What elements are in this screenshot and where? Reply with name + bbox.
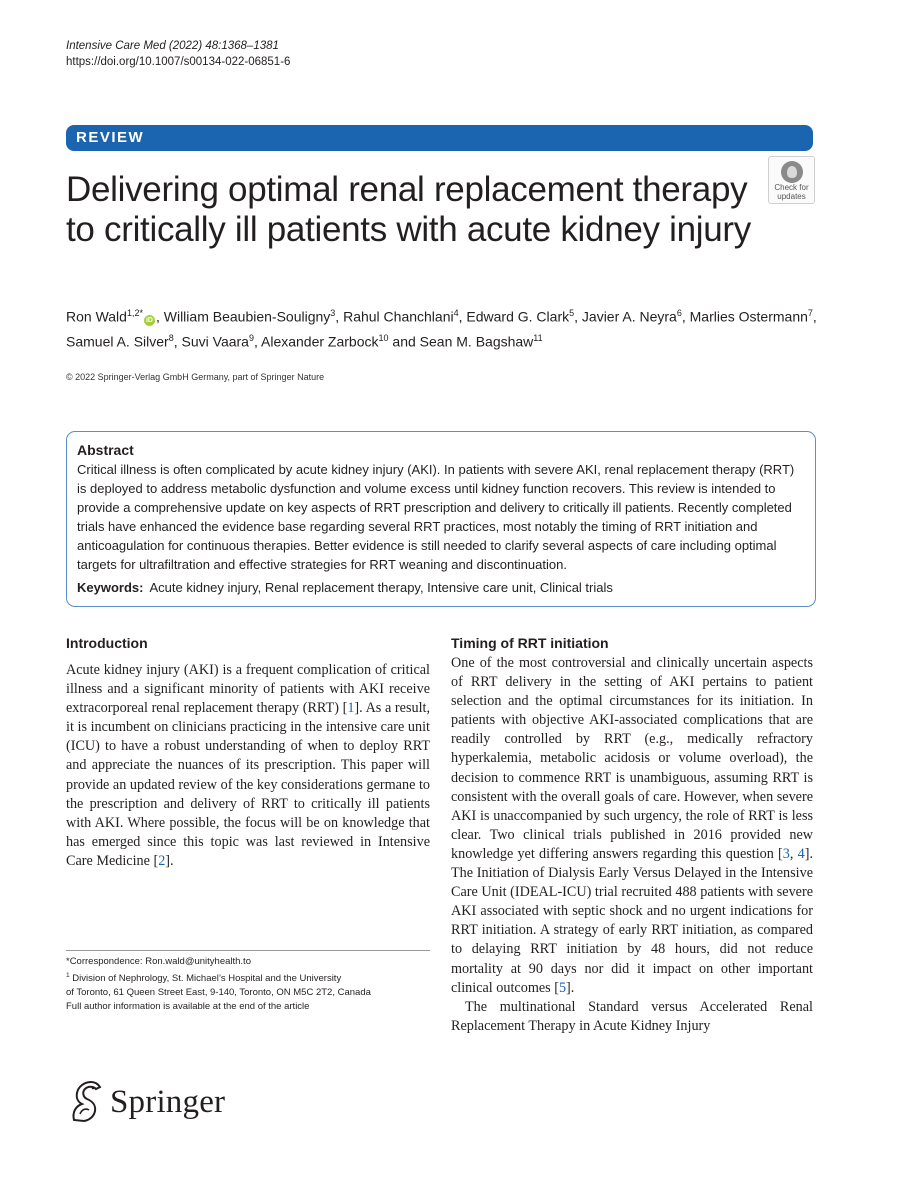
author-info-note: Full author information is available at the end of the article — [66, 1001, 310, 1013]
author-name[interactable]: Edward G. Clark — [466, 308, 570, 325]
author-name[interactable]: Sean M. Bagshaw — [419, 333, 534, 350]
correspondence-footnote — [66, 950, 430, 1014]
keywords — [77, 578, 807, 597]
author-name[interactable]: William Beaubien-Souligny — [163, 308, 331, 325]
check-updates-icon — [781, 161, 803, 183]
timing-paragraph-2: The multinational Standard versus Accelerated Renal Replacement Therapy in Acute Kidney Injury — [451, 998, 813, 1034]
timing-heading: Timing of RRT initiation — [451, 635, 609, 651]
author-affiliation-sup: 5 — [569, 308, 575, 318]
springer-horse-icon — [66, 1078, 106, 1124]
keywords-label: Keywords: — [77, 580, 144, 595]
publisher-name: Springer — [110, 1084, 226, 1120]
check-updates-line1: Check for — [774, 183, 809, 192]
introduction-paragraph: Acute kidney injury (AKI) is a frequent complication of critical illness and a significant minority of patients with AKI receive extracorporeal renal replacement therapy (RRT) [1]. As a result, it is incumbent on clinicians practicing in the intensive care unit (ICU) to have a robust understanding of when to deploy RRT and appreciate the nuances of its prescription. This paper will provide an updated review of the key considerations germane to the prescription and delivery of RRT to critically ill patients with AKI. Where possible, the focus will be on knowledge that has emerged since this topic was last reviewed in Intensive Care Medicine [2]. — [66, 662, 431, 869]
affiliation-line-1: $^1$ Division of Nephrology, St. Michael’s Hospital and the University — [66, 972, 342, 985]
author-affiliation-sup: 3 — [330, 308, 336, 318]
introduction-heading: Introduction — [66, 635, 148, 651]
author-name[interactable]: Javier A. Neyra — [581, 308, 677, 325]
timing-body — [451, 654, 813, 1036]
author-name[interactable]: Alexander Zarbock — [261, 333, 379, 350]
author-affiliation-sup: 10 — [378, 332, 389, 343]
author-name[interactable]: Marlies Ostermann — [689, 308, 808, 325]
reference-link[interactable]: 3 — [782, 845, 790, 862]
journal-header — [66, 38, 290, 70]
doi-link[interactable]: https://doi.org/10.1007/s00134-022-06851-6 — [66, 56, 291, 68]
article-type-label: REVIEW — [76, 129, 145, 146]
author-affiliation-sup: 6 — [676, 308, 682, 318]
orcid-icon[interactable]: iD — [145, 316, 153, 324]
timing-paragraph-1: One of the most controversial and clinically uncertain aspects of RRT delivery in the setting of AKI pertains to patient selection and the optimal circumstances for its initiation. In patients with objective AKI-associated complications that are readily controlled by RRT (e.g., medically refractory hyperkalemia, metabolic acidosis or volume overload), the decision to commence RRT is unambiguous, assuming RRT is consistent with the overall goals of care. However, when severe AKI is unaccompanied by such urgency, the role of RRT is less clear. Two clinical trials published in 2016 provided new knowledge yet differing answers regarding this question [3, 4]. The Initiation of Dialysis Early Versus Delayed in the Intensive Care Unit (IDEAL-ICU) trial recruited 488 patients with severe AKI associated with septic shock and no urgent indications for RRT initiation. A strategy of early RRT initiation, as compared to delaying RRT initiation by 48 hours, did not reduce mortality at 90 days nor did it impact on other important clinical outcomes [5]. — [451, 655, 814, 996]
article-type-banner — [66, 125, 813, 151]
reference-link[interactable]: 5 — [558, 979, 567, 996]
abstract-text: Critical illness is often complicated by acute kidney injury (AKI). In patients with severe AKI, renal replacement therapy (RRT) is deployed to address metabolic dysfunction and volume excess until kidney function recovers. This review is intended to provide a comprehensive update on key aspects of RRT prescription and delivery to critically ill patients. Recently completed trials have enhanced the evidence base regarding several RRT practices, most notably the timing of RRT initiation and anticoagulation for continuous therapies. Better evidence is still needed to clarify several aspects of care including optimal targets for ultrafiltration and effective strategies for RRT weaning and discontinuation. — [77, 462, 795, 572]
reference-link[interactable]: 1 — [347, 700, 355, 717]
author-name[interactable]: Suvi Vaara — [181, 333, 249, 350]
author-affiliation-sup: 11 — [533, 332, 543, 343]
author-name[interactable]: Ron Wald — [66, 308, 127, 325]
author-affiliation-sup: 9 — [248, 332, 254, 343]
affiliation-line-2: of Toronto, 61 Queen Street East, 9-140, Toronto, ON M5C 2T2, Canada — [66, 987, 371, 999]
introduction-body — [66, 661, 430, 871]
correspondence-email[interactable]: *Correspondence: Ron.wald@unityhealth.to — [66, 956, 251, 967]
author-affiliation-sup: 8 — [168, 332, 174, 343]
check-updates-line2: updates — [777, 192, 806, 201]
author-name[interactable]: Rahul Chanchlani — [343, 308, 454, 325]
article-title: Delivering optimal renal replacement therapy to critically ill patients with acute kidney injury — [66, 170, 751, 249]
author-name[interactable]: Samuel A. Silver — [66, 333, 169, 350]
author-affiliation-sup: 7 — [807, 308, 813, 318]
author-affiliation-sup: 4 — [453, 308, 459, 318]
copyright-notice: © 2022 Springer-Verlag GmbH Germany, part of Springer Nature — [66, 372, 325, 382]
reference-link[interactable]: 2 — [158, 852, 166, 869]
keywords-list: Acute kidney injury, Renal replacement therapy, Intensive care unit, Clinical trials — [149, 580, 613, 595]
author-affiliation-sup: 1,2* — [126, 308, 143, 318]
abstract-heading: Abstract — [77, 442, 134, 458]
journal-citation: Intensive Care Med (2022) 48:1368–1381 — [66, 40, 279, 52]
abstract-box — [66, 431, 816, 607]
author-list: Ron Wald$^{1,2*}$iD , William Beaubien-Souligny$^3$, Rahul Chanchlani$^4$, Edward G. Clark$^5$, Javier A. Neyra$^6$, Marlies Ostermann$^7$, Samuel A. Silver$^8$, Suvi Vaara$^9$, Alexander Zarbock$^{10}$ and Sean M. Bagshaw$^{11}$ — [66, 308, 817, 350]
reference-link[interactable]: 4 — [797, 845, 805, 862]
check-for-updates-badge[interactable] — [768, 156, 815, 204]
